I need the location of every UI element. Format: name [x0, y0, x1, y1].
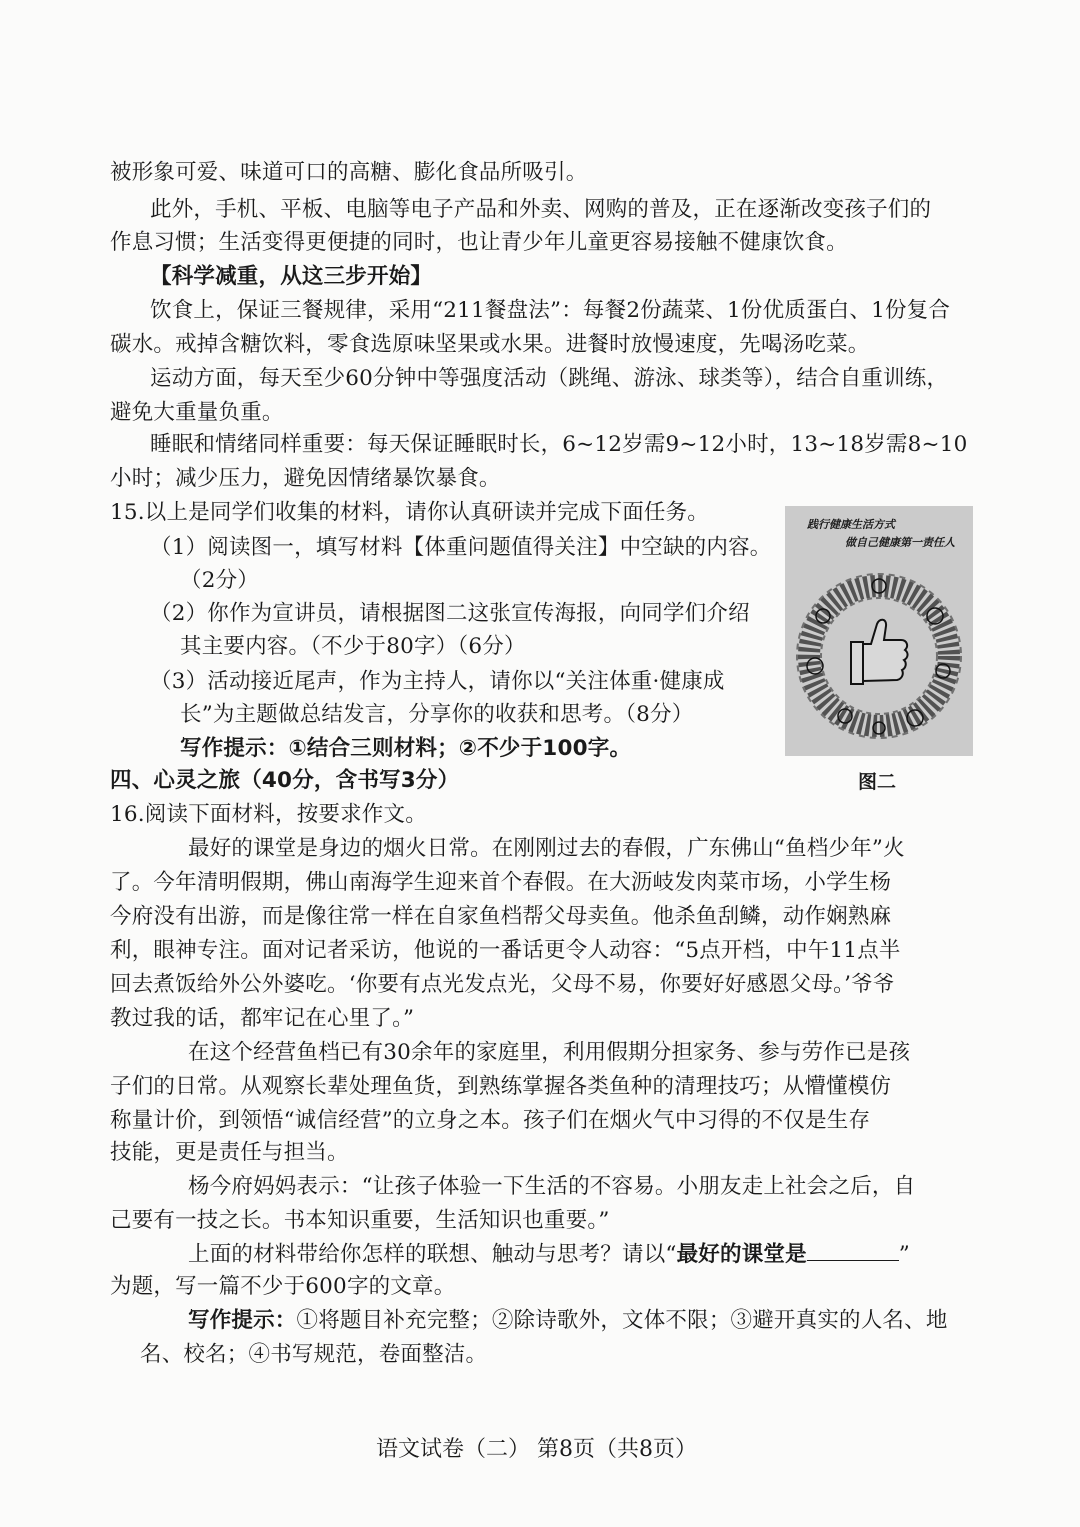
text-line: 名、校名；④书写规范，卷面整洁。 — [140, 1342, 488, 1367]
text-line: 利，眼神专注。面对记者采访，他说的一番话更令人动容：“5点开档，中午11点半 — [110, 938, 901, 963]
essay-prompt-close: ” — [898, 1242, 910, 1267]
poster-image — [785, 506, 973, 756]
question-15-2-cont: 其主要内容。（不少于80字）（6分） — [180, 634, 526, 659]
essay-title: 最好的课堂是 — [676, 1242, 807, 1267]
question-15-2: （2）你作为宣讲员，请根据图二这张宣传海报，向同学们介绍 — [150, 601, 750, 626]
text-line: 称量计价，到领悟“诚信经营”的立身之本。孩子们在烟火气中习得的不仅是生存 — [110, 1108, 871, 1133]
text-line: 己要有一技之长。书本知识重要，生活知识也重要。” — [110, 1208, 610, 1233]
section-four-heading: 四、心灵之旅（40分，含书写3分） — [110, 768, 460, 793]
question-16: 16.阅读下面材料，按要求作文。 — [110, 802, 427, 827]
essay-prompt — [188, 1240, 1053, 1270]
poster-slogan-1: 践行健康生活方式 — [807, 518, 895, 531]
text-line: 了。今年清明假期，佛山南海学生迎来首个春假。在大沥岐发肉菜市场，小学生杨 — [110, 870, 892, 895]
poster-slogan-2: 做自己健康第一责任人 — [845, 536, 955, 549]
essay-prompt-text: 上面的材料带给你怎样的联想、触动与思考？请以“ — [188, 1242, 677, 1267]
text-line: 为题，写一篇不少于600字的文章。 — [110, 1274, 456, 1299]
writing-tip-16 — [188, 1306, 1053, 1336]
writing-tip-text: ①将题目补充完整；②除诗歌外，文体不限；③避开真实的人名、地 — [296, 1308, 948, 1333]
question-15-1: （1）阅读图一，填写材料【体重问题值得关注】中空缺的内容。 — [150, 535, 772, 560]
page-footer: 语文试卷（二） 第8页（共8页） — [376, 1437, 697, 1462]
title-blank — [807, 1240, 899, 1261]
question-15-3-cont: 长”为主题做总结发言，分享你的收获和思考。（8分） — [180, 702, 694, 727]
section-heading: 【科学减重，从这三步开始】 — [150, 264, 433, 289]
text-line: 被形象可爱、味道可口的高糖、膨化食品所吸引。 — [110, 160, 588, 185]
text-line: 饮食上，保证三餐规律，采用“211餐盘法”：每餐2份蔬菜、1份优质蛋白、1份复合 — [150, 298, 951, 323]
text-line: 此外，手机、平板、电脑等电子产品和外卖、网购的普及，正在逐渐改变孩子们的 — [150, 197, 932, 222]
figure-caption: 图二 — [858, 771, 897, 793]
text-line: 今府没有出游，而是像往常一样在自家鱼档帮父母卖鱼。他杀鱼刮鳞，动作娴熟麻 — [110, 904, 892, 929]
text-line: 小时；减少压力，避免因情绪暴饮暴食。 — [110, 466, 501, 491]
text-line: 碳水。戒掉含糖饮料，零食选原味坚果或水果。进餐时放慢速度，先喝汤吃菜。 — [110, 332, 870, 357]
text-line: 最好的课堂是身边的烟火日常。在刚刚过去的春假，广东佛山“鱼档少年”火 — [188, 836, 905, 861]
text-line: 避免大重量负重。 — [110, 400, 284, 425]
question-15: 15.以上是同学们收集的材料，请你认真研读并完成下面任务。 — [110, 500, 709, 525]
text-line: 杨今府妈妈表示：“让孩子体验一下生活的不容易。小朋友走上社会之后，自 — [188, 1174, 916, 1199]
text-line: 运动方面，每天至少60分钟中等强度活动（跳绳、游泳、球类等），结合自重训练， — [150, 366, 949, 391]
text-line: 子们的日常。从观察长辈处理鱼货，到熟练掌握各类鱼种的清理技巧；从懵懂模仿 — [110, 1074, 892, 1099]
writing-tip-15: 写作提示：①结合三则材料；②不少于100字。 — [180, 736, 632, 761]
text-line: 教过我的话，都牢记在心里了。” — [110, 1006, 415, 1031]
text-line: 回去煮饭给外公外婆吃。‘你要有点光发点光，父母不易，你要好好感恩父母。’爷爷 — [110, 972, 895, 997]
text-line: 作息习惯；生活变得更便捷的同时，也让青少年儿童更容易接触不健康饮食。 — [110, 230, 848, 255]
text-line: 在这个经营鱼档已有30余年的家庭里，利用假期分担家务、参与劳作已是孩 — [188, 1040, 911, 1065]
text-line: 技能，更是责任与担当。 — [110, 1140, 349, 1165]
question-15-1-score: （2分） — [180, 568, 259, 593]
text-line: 睡眠和情绪同样重要：每天保证睡眠时长，6~12岁需9~12小时，13~18岁需8~10 — [150, 432, 968, 457]
question-15-3: （3）活动接近尾声，作为主持人，请你以“关注体重·健康成 — [150, 669, 725, 694]
writing-tip-label: 写作提示： — [188, 1308, 297, 1333]
